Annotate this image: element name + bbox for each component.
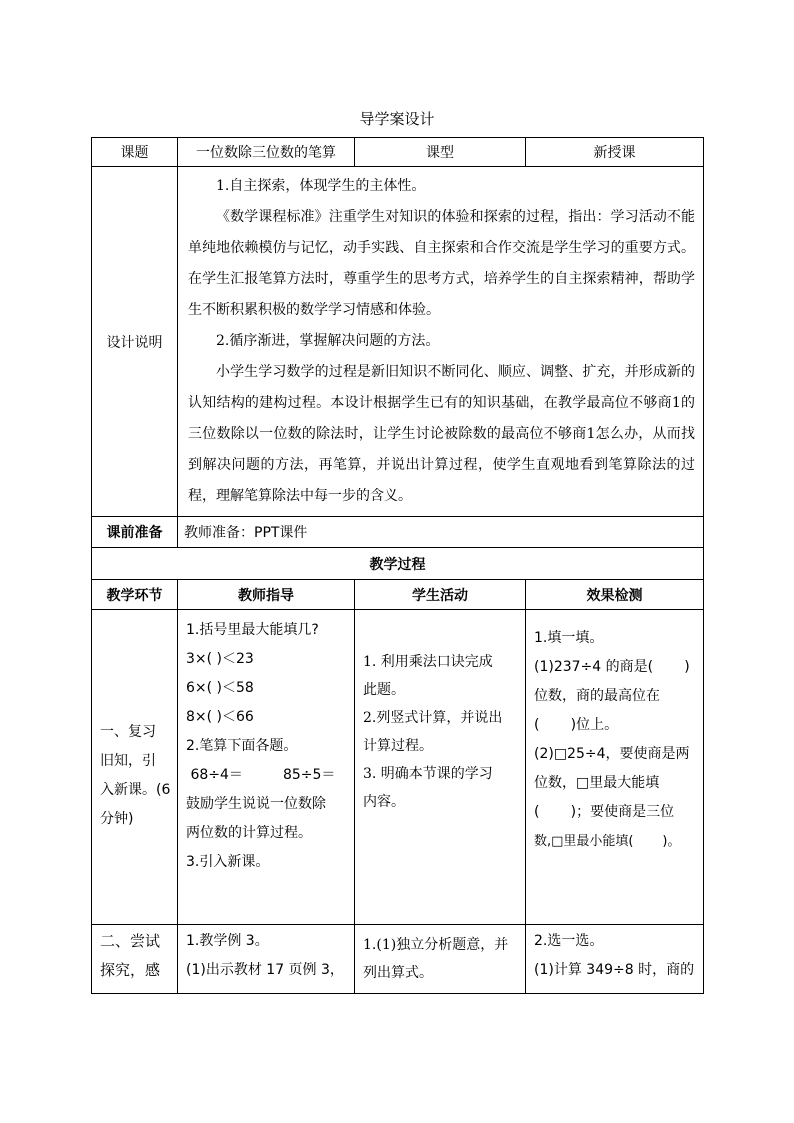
- lesson-plan-table: [91, 137, 704, 994]
- design-paragraph: 《数学课程标准》注重学生对知识的体验和探索的过程，指出：学习活动不能单纯地依赖模仿与记忆，动手实践、自主探索和合作交流是学生学习的重要方式。在学生汇报笔算方法时，尊重学生的思考方式，培养学生的自主探索精神，帮助学生不断积累积极的数学学习情感和体验。: [188, 209, 695, 318]
- column-header: 学生活动: [355, 580, 526, 610]
- column-header: 教学环节: [92, 580, 178, 610]
- student-line: 计算过程。: [363, 738, 433, 754]
- teacher-line: 6×( )＜58: [186, 680, 254, 696]
- student-line: 内容。: [363, 794, 405, 810]
- header-row: [92, 138, 704, 167]
- check-line: ( )位上。: [534, 717, 619, 733]
- check-cell: [526, 925, 704, 994]
- student-line: 列出算式。: [363, 965, 433, 981]
- check-line: (1)237÷4 的商是( ): [534, 659, 690, 675]
- stage-line: 二、尝试: [100, 932, 161, 950]
- stage-line: 一、复习: [100, 724, 156, 740]
- student-line: 1.(1)独立分析题意，并: [363, 937, 509, 953]
- student-cell: [355, 610, 526, 925]
- prep-label: 课前准备: [92, 517, 178, 548]
- student-line: 3. 明确本节课的学习: [363, 766, 493, 782]
- type-label: 课型: [355, 138, 526, 167]
- teacher-line: 8×( )＜66: [186, 709, 254, 725]
- check-line: 位数，商的最高位在: [534, 688, 660, 704]
- teacher-line: 1.教学例 3。: [186, 933, 269, 949]
- type-value: 新授课: [526, 138, 704, 167]
- prep-row: [92, 517, 704, 548]
- student-line: 此题。: [363, 682, 405, 698]
- check-cell: [526, 610, 704, 925]
- teacher-line: 鼓励学生说说一位数除: [186, 796, 326, 812]
- teacher-line: 68÷4＝ 85÷5＝: [186, 767, 336, 783]
- student-line: 2.列竖式计算，并说出: [363, 710, 503, 726]
- check-line: (2)□25÷4，要使商是两: [534, 746, 690, 762]
- process-column-header-row: [92, 580, 704, 610]
- check-line: 2.选一选。: [534, 933, 604, 949]
- teacher-line: (1)出示教材 17 页例 3，: [186, 962, 344, 978]
- design-paragraph: 小学生学习数学的过程是新旧知识不断同化、顺应、调整、扩充，并形成新的认知结构的建构过程。本设计根据学生已有的知识基础，在教学最高位不够商1的三位数除以一位数的除法时，让学生讨论被除数的最高位不够商1怎么办，从而找到解决问题的方法，再笔算，并说出计算过程，使学生直观地看到笔算除法的过程，理解笔算除法中每一步的含义。: [188, 364, 695, 504]
- stage-cell: [92, 610, 178, 925]
- doc-title: 导学案设计: [359, 110, 435, 128]
- stage-line: 分钟): [100, 811, 134, 827]
- stage-cell: [92, 925, 178, 994]
- student-cell: [355, 925, 526, 994]
- teacher-line: 3.引入新课。: [186, 854, 270, 870]
- design-content: [178, 167, 704, 517]
- topic-value: 一位数除三位数的笔算: [178, 138, 355, 167]
- stage-line: 入新课。(6: [100, 782, 171, 798]
- process-title-row: [92, 548, 704, 580]
- design-row: [92, 167, 704, 517]
- check-line: 数,□里最小能填( )。: [534, 834, 681, 849]
- design-label: 设计说明: [92, 167, 178, 517]
- check-line: 1.填一填。: [534, 630, 604, 646]
- teacher-line: 3×( )＜23: [186, 651, 254, 667]
- design-paragraph: 2.循序渐进，掌握解决问题的方法。: [216, 333, 440, 349]
- teacher-line: 1.括号里最大能填几?: [186, 622, 319, 638]
- column-header: 教师指导: [178, 580, 355, 610]
- check-line: 位数，□里最大能填: [534, 775, 660, 791]
- stage-line: 探究，感: [100, 961, 161, 979]
- prep-value: 教师准备：PPT课件: [178, 517, 704, 548]
- stage-line: 旧知，引: [100, 753, 156, 769]
- check-line: (1)计算 349÷8 时，商的: [534, 962, 695, 978]
- teacher-cell: [178, 610, 355, 925]
- teacher-line: 2.笔算下面各题。: [186, 738, 298, 754]
- design-paragraph: 1.自主探索，体现学生的主体性。: [216, 178, 426, 194]
- table-row: [92, 610, 704, 925]
- student-line: 1. 利用乘法口诀完成: [363, 654, 493, 670]
- teacher-cell: [178, 925, 355, 994]
- column-header: 效果检测: [526, 580, 704, 610]
- topic-label: 课题: [92, 138, 178, 167]
- process-title: 教学过程: [92, 548, 704, 580]
- table-row: [92, 925, 704, 994]
- check-line: ( )；要使商是三位: [534, 804, 675, 820]
- teacher-line: 两位数的计算过程。: [186, 825, 312, 841]
